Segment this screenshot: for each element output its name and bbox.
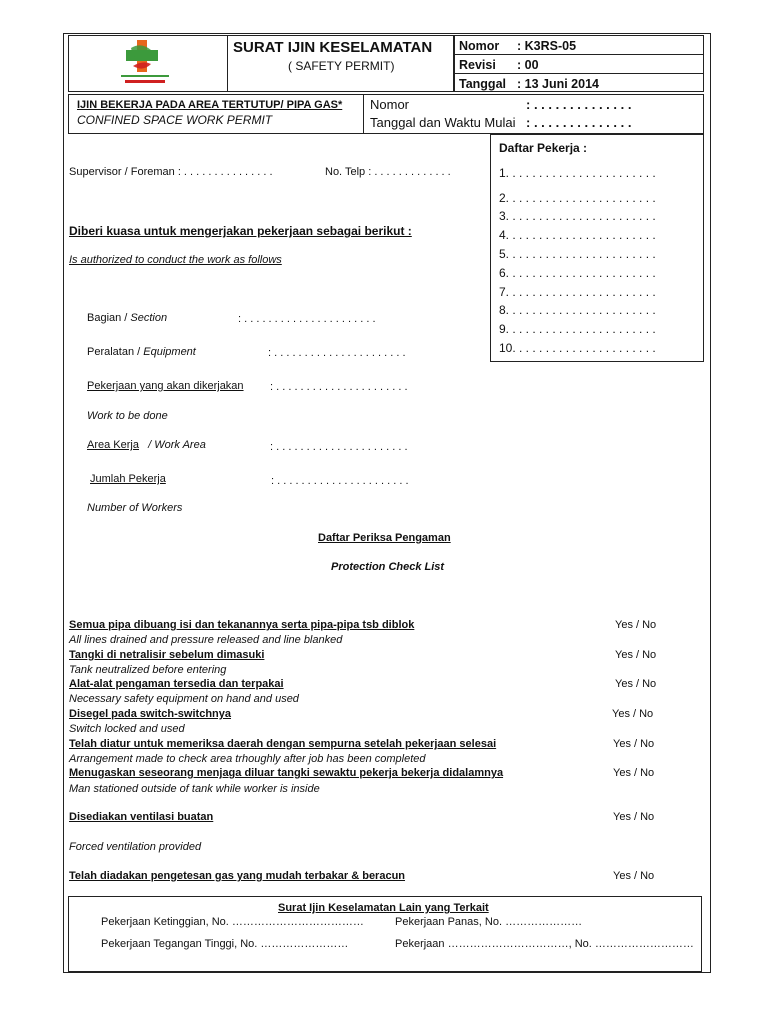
worker-field[interactable]: 8. . . . . . . . . . . . . . . . . . . . . . . bbox=[499, 303, 656, 317]
worker-field[interactable]: 4. . . . . . . . . . . . . . . . . . . . . . . bbox=[499, 228, 656, 242]
yes-no-selector[interactable]: Yes / No bbox=[613, 811, 655, 823]
equipment-field[interactable]: : . . . . . . . . . . . . . . . . . . . . . . bbox=[268, 347, 406, 359]
check-item-en: Forced ventilation provided bbox=[69, 841, 202, 853]
equipment-label bbox=[87, 346, 196, 358]
authorization-id: Diberi kuasa untuk mengerjakan pekerjaan sebagai berikut : bbox=[69, 224, 412, 238]
yes-no-selector[interactable]: Yes / No bbox=[612, 708, 654, 720]
worker-field[interactable]: 7. . . . . . . . . . . . . . . . . . . . . . . bbox=[499, 285, 656, 299]
logo-box bbox=[68, 35, 228, 92]
related-permit-hot[interactable]: Pekerjaan Panas, No. ………………… bbox=[395, 916, 583, 928]
yes-no-selector[interactable]: Yes / No bbox=[613, 738, 655, 750]
phone-field[interactable]: No. Telp : . . . . . . . . . . . . . bbox=[325, 166, 451, 178]
check-item-en: Tank neutralized before entering bbox=[69, 664, 227, 676]
section-label bbox=[87, 312, 167, 324]
permit-type-id: IJIN BEKERJA PADA AREA TERTUTUP/ PIPA GAS* bbox=[77, 99, 343, 111]
equipment-label-en: Equipment bbox=[143, 346, 196, 358]
checklist-title-id: Daftar Periksa Pengaman bbox=[318, 532, 451, 544]
check-item-id: Telah diadakan pengetesan gas yang mudah terbakar & beracun bbox=[69, 870, 406, 882]
section-label-id: Bagian / bbox=[87, 312, 131, 324]
related-permit-height[interactable]: Pekerjaan Ketinggian, No. ……………………………… bbox=[101, 916, 364, 928]
worker-field[interactable]: 1. . . . . . . . . . . . . . . . . . . . . . . bbox=[499, 166, 656, 180]
worker-field[interactable]: 10. . . . . . . . . . . . . . . . . . . . . . bbox=[499, 341, 656, 355]
work-label-en: Work to be done bbox=[87, 410, 168, 422]
yes-no-selector[interactable]: Yes / No bbox=[615, 678, 657, 690]
check-item-id: Disediakan ventilasi buatan bbox=[69, 811, 214, 823]
workers-count-label: Jumlah Pekerja bbox=[90, 473, 166, 485]
workers-box bbox=[490, 134, 704, 362]
check-item-en: Man stationed outside of tank while worker is inside bbox=[69, 783, 320, 795]
workers-title: Daftar Pekerja : bbox=[499, 141, 588, 155]
workers-count-field[interactable]: : . . . . . . . . . . . . . . . . . . . . . . bbox=[271, 475, 409, 487]
equipment-label-id: Peralatan / bbox=[87, 346, 144, 358]
document-subtitle: ( SAFETY PERMIT) bbox=[288, 59, 395, 73]
meta-key: Revisi bbox=[459, 58, 496, 72]
related-permits-title: Surat Ijin Keselamatan Lain yang Terkait bbox=[278, 902, 489, 914]
meta-key: Tanggal bbox=[459, 77, 506, 91]
check-item-id: Disegel pada switch-switchnya bbox=[69, 708, 231, 720]
check-item-en: All lines drained and pressure released and line blanked bbox=[69, 634, 343, 646]
worker-field[interactable]: 2. . . . . . . . . . . . . . . . . . . . . . . bbox=[499, 191, 656, 205]
document-title: SURAT IJIN KESELAMATAN bbox=[233, 39, 433, 56]
work-area-label bbox=[87, 439, 206, 451]
yes-no-selector[interactable]: Yes / No bbox=[615, 619, 657, 631]
work-label: Pekerjaan yang akan dikerjakan bbox=[87, 380, 244, 392]
meta-key: Nomor bbox=[459, 39, 500, 53]
section-label-en: Section bbox=[130, 312, 168, 324]
meta-row-nomor bbox=[455, 36, 703, 55]
check-item-en: Necessary safety equipment on hand and used bbox=[69, 693, 299, 705]
check-item-id: Menugaskan seseorang menjaga diluar tangki sewaktu pekerja bekerja didalamnya bbox=[69, 767, 504, 779]
permit-number-box bbox=[364, 94, 704, 134]
meta-value: : 00 bbox=[517, 58, 539, 72]
work-area-field[interactable]: : . . . . . . . . . . . . . . . . . . . . . . bbox=[270, 441, 408, 453]
yes-no-selector[interactable]: Yes / No bbox=[615, 649, 657, 661]
permit-type-en: CONFINED SPACE WORK PERMIT bbox=[77, 113, 273, 127]
meta-value: : 13 Juni 2014 bbox=[517, 77, 599, 91]
meta-row-tanggal bbox=[455, 74, 703, 93]
worker-field[interactable]: 3. . . . . . . . . . . . . . . . . . . . . . . bbox=[499, 209, 656, 223]
authorization-en: Is authorized to conduct the work as follows bbox=[69, 254, 282, 266]
check-item-id: Alat-alat pengaman tersedia dan terpakai bbox=[69, 678, 284, 690]
check-item-id: Tangki di netralisir sebelum dimasuki bbox=[69, 649, 265, 661]
hospital-logo-icon bbox=[69, 36, 229, 93]
supervisor-field[interactable]: Supervisor / Foreman : . . . . . . . . . . . . . . . bbox=[69, 166, 273, 178]
worker-field[interactable]: 6. . . . . . . . . . . . . . . . . . . . . . . bbox=[499, 266, 656, 280]
check-item-id: Telah diatur untuk memeriksa daerah dengan sempurna setelah pekerjaan selesai bbox=[69, 738, 497, 750]
yes-no-selector[interactable]: Yes / No bbox=[613, 870, 655, 882]
related-permit-other[interactable]: Pekerjaan ……………………………, No. ……………………… bbox=[395, 938, 694, 950]
permit-type-box bbox=[68, 94, 364, 134]
permit-number-field[interactable]: : . . . . . . . . . . . . . . bbox=[526, 97, 632, 112]
check-item-en: Arrangement made to check area trhoughly after job has been completed bbox=[69, 753, 426, 765]
related-permit-high-voltage[interactable]: Pekerjaan Tegangan Tinggi, No. …………………… bbox=[101, 938, 349, 950]
checklist-title-en: Protection Check List bbox=[331, 561, 445, 573]
work-field[interactable]: : . . . . . . . . . . . . . . . . . . . . . . bbox=[270, 381, 408, 393]
check-item-id: Semua pipa dibuang isi dan tekanannya serta pipa-pipa tsb diblok bbox=[69, 619, 415, 631]
meta-value: : K3RS-05 bbox=[517, 39, 577, 53]
worker-field[interactable]: 9. . . . . . . . . . . . . . . . . . . . . . . bbox=[499, 322, 656, 336]
yes-no-selector[interactable]: Yes / No bbox=[613, 767, 655, 779]
permit-number-label: Nomor bbox=[370, 97, 410, 112]
start-datetime-field[interactable]: : . . . . . . . . . . . . . . bbox=[526, 115, 632, 130]
meta-box bbox=[454, 35, 704, 92]
related-permits-box bbox=[68, 896, 702, 972]
work-area-label-id: Area Kerja bbox=[87, 439, 139, 451]
meta-row-revisi bbox=[455, 55, 703, 74]
section-field[interactable]: : . . . . . . . . . . . . . . . . . . . . . . bbox=[238, 313, 376, 325]
title-box bbox=[228, 35, 454, 92]
start-datetime-label: Tanggal dan Waktu Mulai bbox=[370, 115, 516, 130]
check-item-en: Switch locked and used bbox=[69, 723, 185, 735]
work-area-label-en: / Work Area bbox=[148, 439, 206, 451]
workers-count-label-en: Number of Workers bbox=[87, 502, 183, 514]
worker-field[interactable]: 5. . . . . . . . . . . . . . . . . . . . . . . bbox=[499, 247, 656, 261]
